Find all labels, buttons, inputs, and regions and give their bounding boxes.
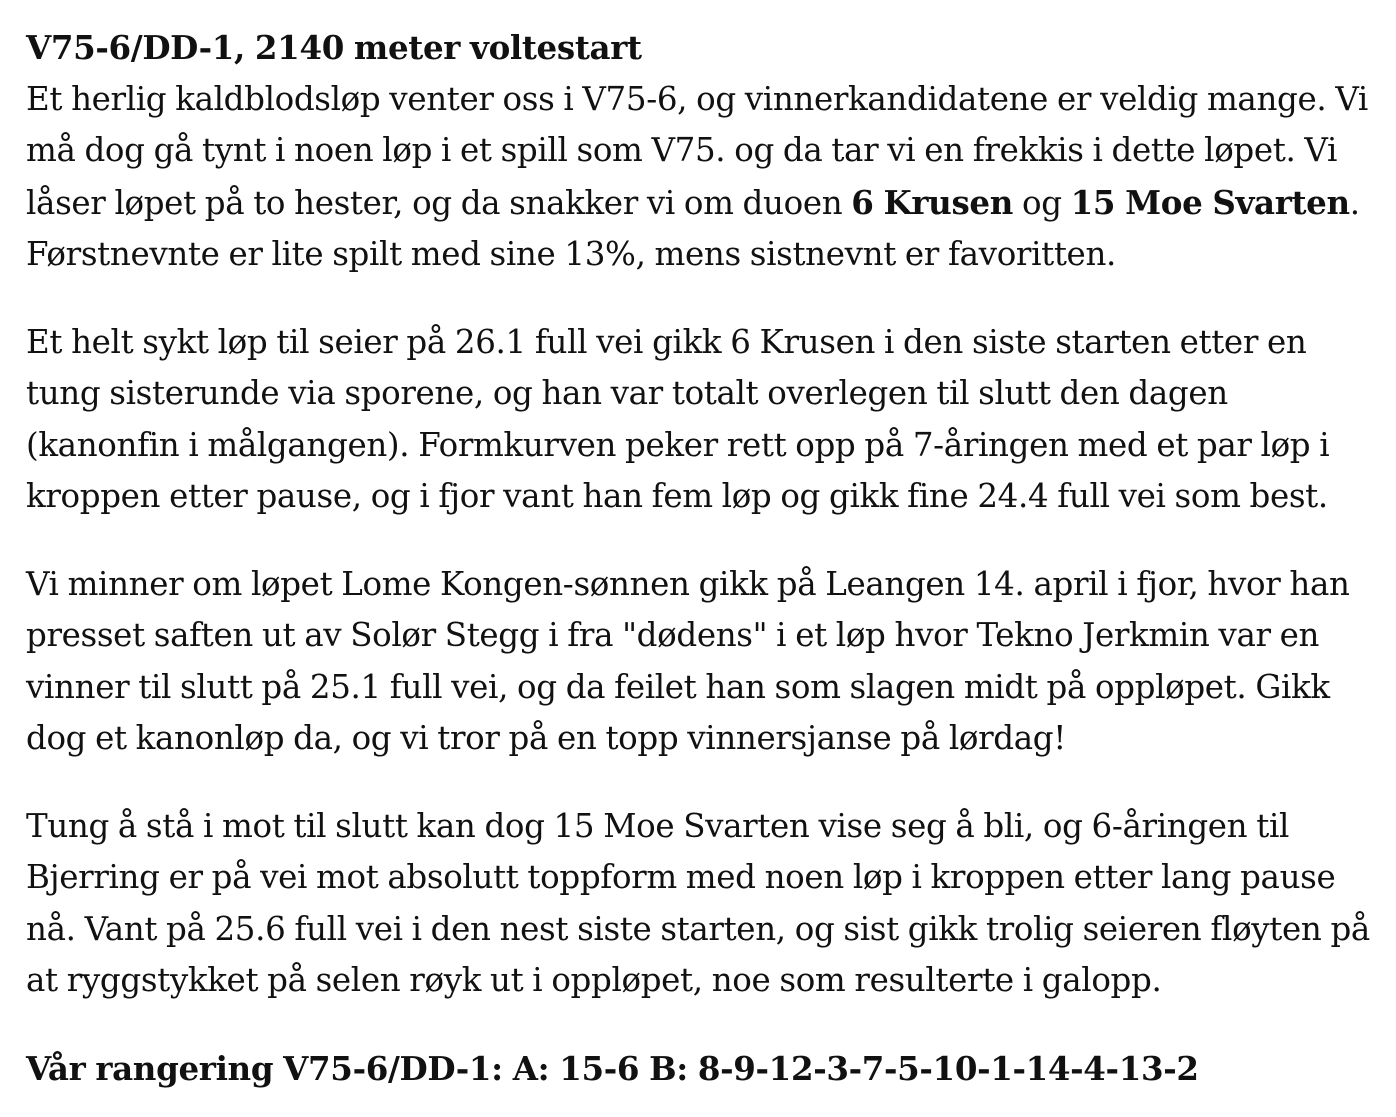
intro-text: Et herlig kaldblodsløp venter oss i V75-6, og vinnerkandidatene er veldig mange. Vi må dog gå tynt i noen løp i et spill som V75. og da tar vi en frekkis i dette løpet. Vi låser løpet på to hester, og da snakker vi om duoen — [26, 79, 1368, 222]
article-title: V75-6/DD-1, 2140 meter voltestart — [26, 28, 642, 67]
intro-text-connector: og — [1013, 183, 1071, 222]
article — [26, 22, 1376, 1094]
intro-text-end: . Førstnevnte er lite spilt med sine 13%, mens sistnevnt er favoritten. — [26, 183, 1360, 273]
paragraph-krusen: Et helt sykt løp til seier på 26.1 full vei gikk 6 Krusen i den siste starten etter en tung sisterunde via sporene, og han var totalt overlegen til slutt den dagen (kanonfin i målgangen). Formkurven peker rett opp på 7-åringen med et par løp i kroppen etter pause, og i fjor vant han fem løp og gikk fine 24.4 full vei som best. — [26, 322, 1330, 515]
intro-paragraph — [26, 22, 1376, 281]
paragraph-leangen: Vi minner om løpet Lome Kongen-sønnen gikk på Leangen 14. april i fjor, hvor han presset saften ut av Solør Stegg i fra "dødens" i et løp hvor Tekno Jerkmin var en vinner til slutt på 25.1 full vei, og da feilet han som slagen midt på oppløpet. Gikk dog et kanonløp da, og vi tror på en topp vinnersjanse på lørdag! — [26, 564, 1350, 757]
horse-krusen: 6 Krusen — [851, 182, 1013, 222]
ranking: Vår rangering V75-6/DD-1: A: 15-6 B: 8-9-12-3-7-5-10-1-14-4-13-2 — [26, 1048, 1199, 1088]
horse-moe-svarten: 15 Moe Svarten — [1070, 182, 1350, 222]
paragraph-moe-svarten: Tung å stå i mot til slutt kan dog 15 Moe Svarten vise seg å bli, og 6-åringen til Bjerring er på vei mot absolutt toppform med noen løp i kroppen etter lang pause nå. Vant på 25.6 full vei i den nest siste starten, og sist gikk trolig seieren fløyten på at ryggstykket på selen røyk ut i oppløpet, noe som resulterte i galopp. — [26, 806, 1370, 999]
